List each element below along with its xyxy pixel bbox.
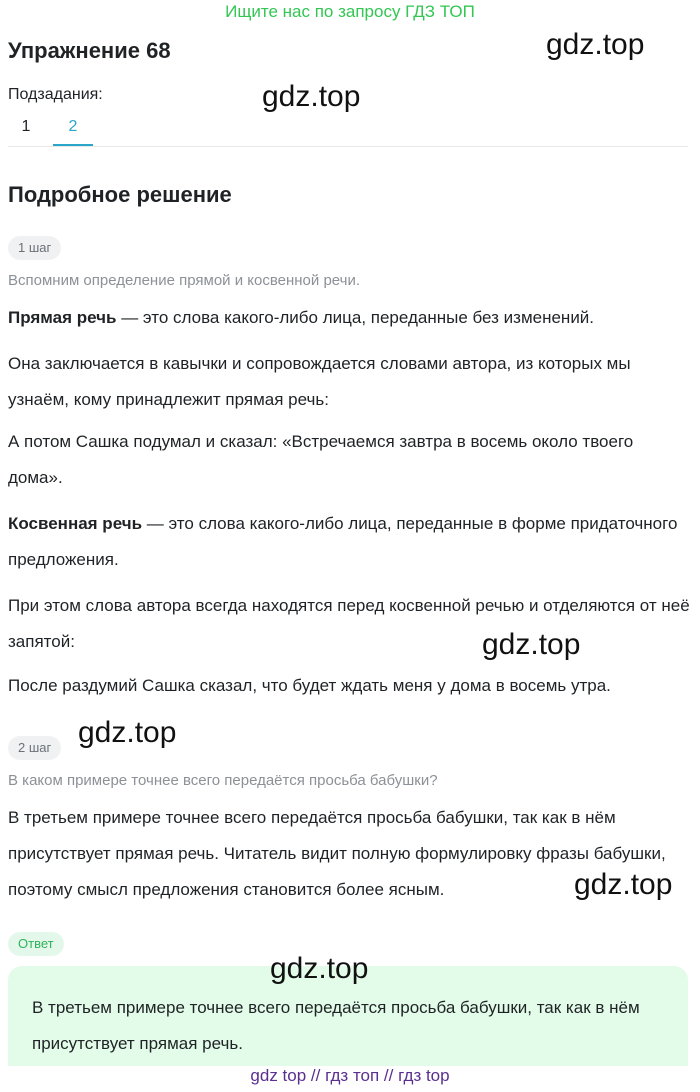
indirect-speech-def-text: — это слова какого-либо лица, переданные в форме придаточного предложения. [8,514,678,569]
active-tab-indicator [53,144,93,146]
indirect-speech-note: При этом слова автора всегда находятся перед косвенной речью и отделяются от неё запятой: [8,596,690,651]
search-banner: Ищите нас по запросу ГДЗ ТОП [225,2,475,21]
direct-speech-def-text: — это слова какого-либо лица, переданные без изменений. [116,308,595,327]
watermark: gdz.top [78,716,177,749]
indirect-speech-term: Косвенная речь [8,514,143,533]
step-badge: 2 шаг [8,736,61,760]
direct-speech-definition [8,300,692,336]
tabs-divider [8,146,688,147]
direct-speech-note: Она заключается в кавычки и сопровождается словами автора, из которых мы узнаём, кому принадлежит прямая речь: [8,354,631,409]
watermark: gdz.top [270,952,369,985]
direct-speech-term: Прямая речь [8,308,117,327]
step2-text: В третьем примере точнее всего передаётся просьба бабушки, так как в нём присутствует прямая речь. Читатель видит полную формулировку фразы бабушки, поэтому смысл предложения становится более ясным. [8,808,666,899]
indirect-speech-definition [8,506,692,578]
subtasks-label: Подзадания: [8,86,103,103]
direct-speech-example: А потом Сашка подумал и сказал: «Встречаемся завтра в восемь около твоего дома». [8,432,634,487]
indirect-speech-example: После раздумий Сашка сказал, что будет ждать меня у дома в восемь утра. [8,676,611,695]
footer-links[interactable]: gdz top // гдз топ // гдз top [250,1066,450,1085]
watermark: gdz.top [482,628,581,661]
watermark: gdz.top [574,868,673,901]
tab-subtask-1[interactable]: 1 [21,118,31,135]
step-hint: Вспомним определение прямой и косвенной речи. [8,272,360,289]
step-hint: В каком примере точнее всего передаётся просьба бабушки? [8,772,438,789]
answer-text: В третьем примере точнее всего передаётся просьба бабушки, так как в нём присутствует прямая речь. [32,998,640,1053]
watermark: gdz.top [262,80,361,113]
solution-heading: Подробное решение [8,182,232,207]
page-title: Упражнение 68 [8,38,171,63]
step-badge: 1 шаг [8,236,61,260]
watermark: gdz.top [546,28,645,61]
answer-badge: Ответ [8,932,64,956]
tab-subtask-2[interactable]: 2 [68,118,78,135]
